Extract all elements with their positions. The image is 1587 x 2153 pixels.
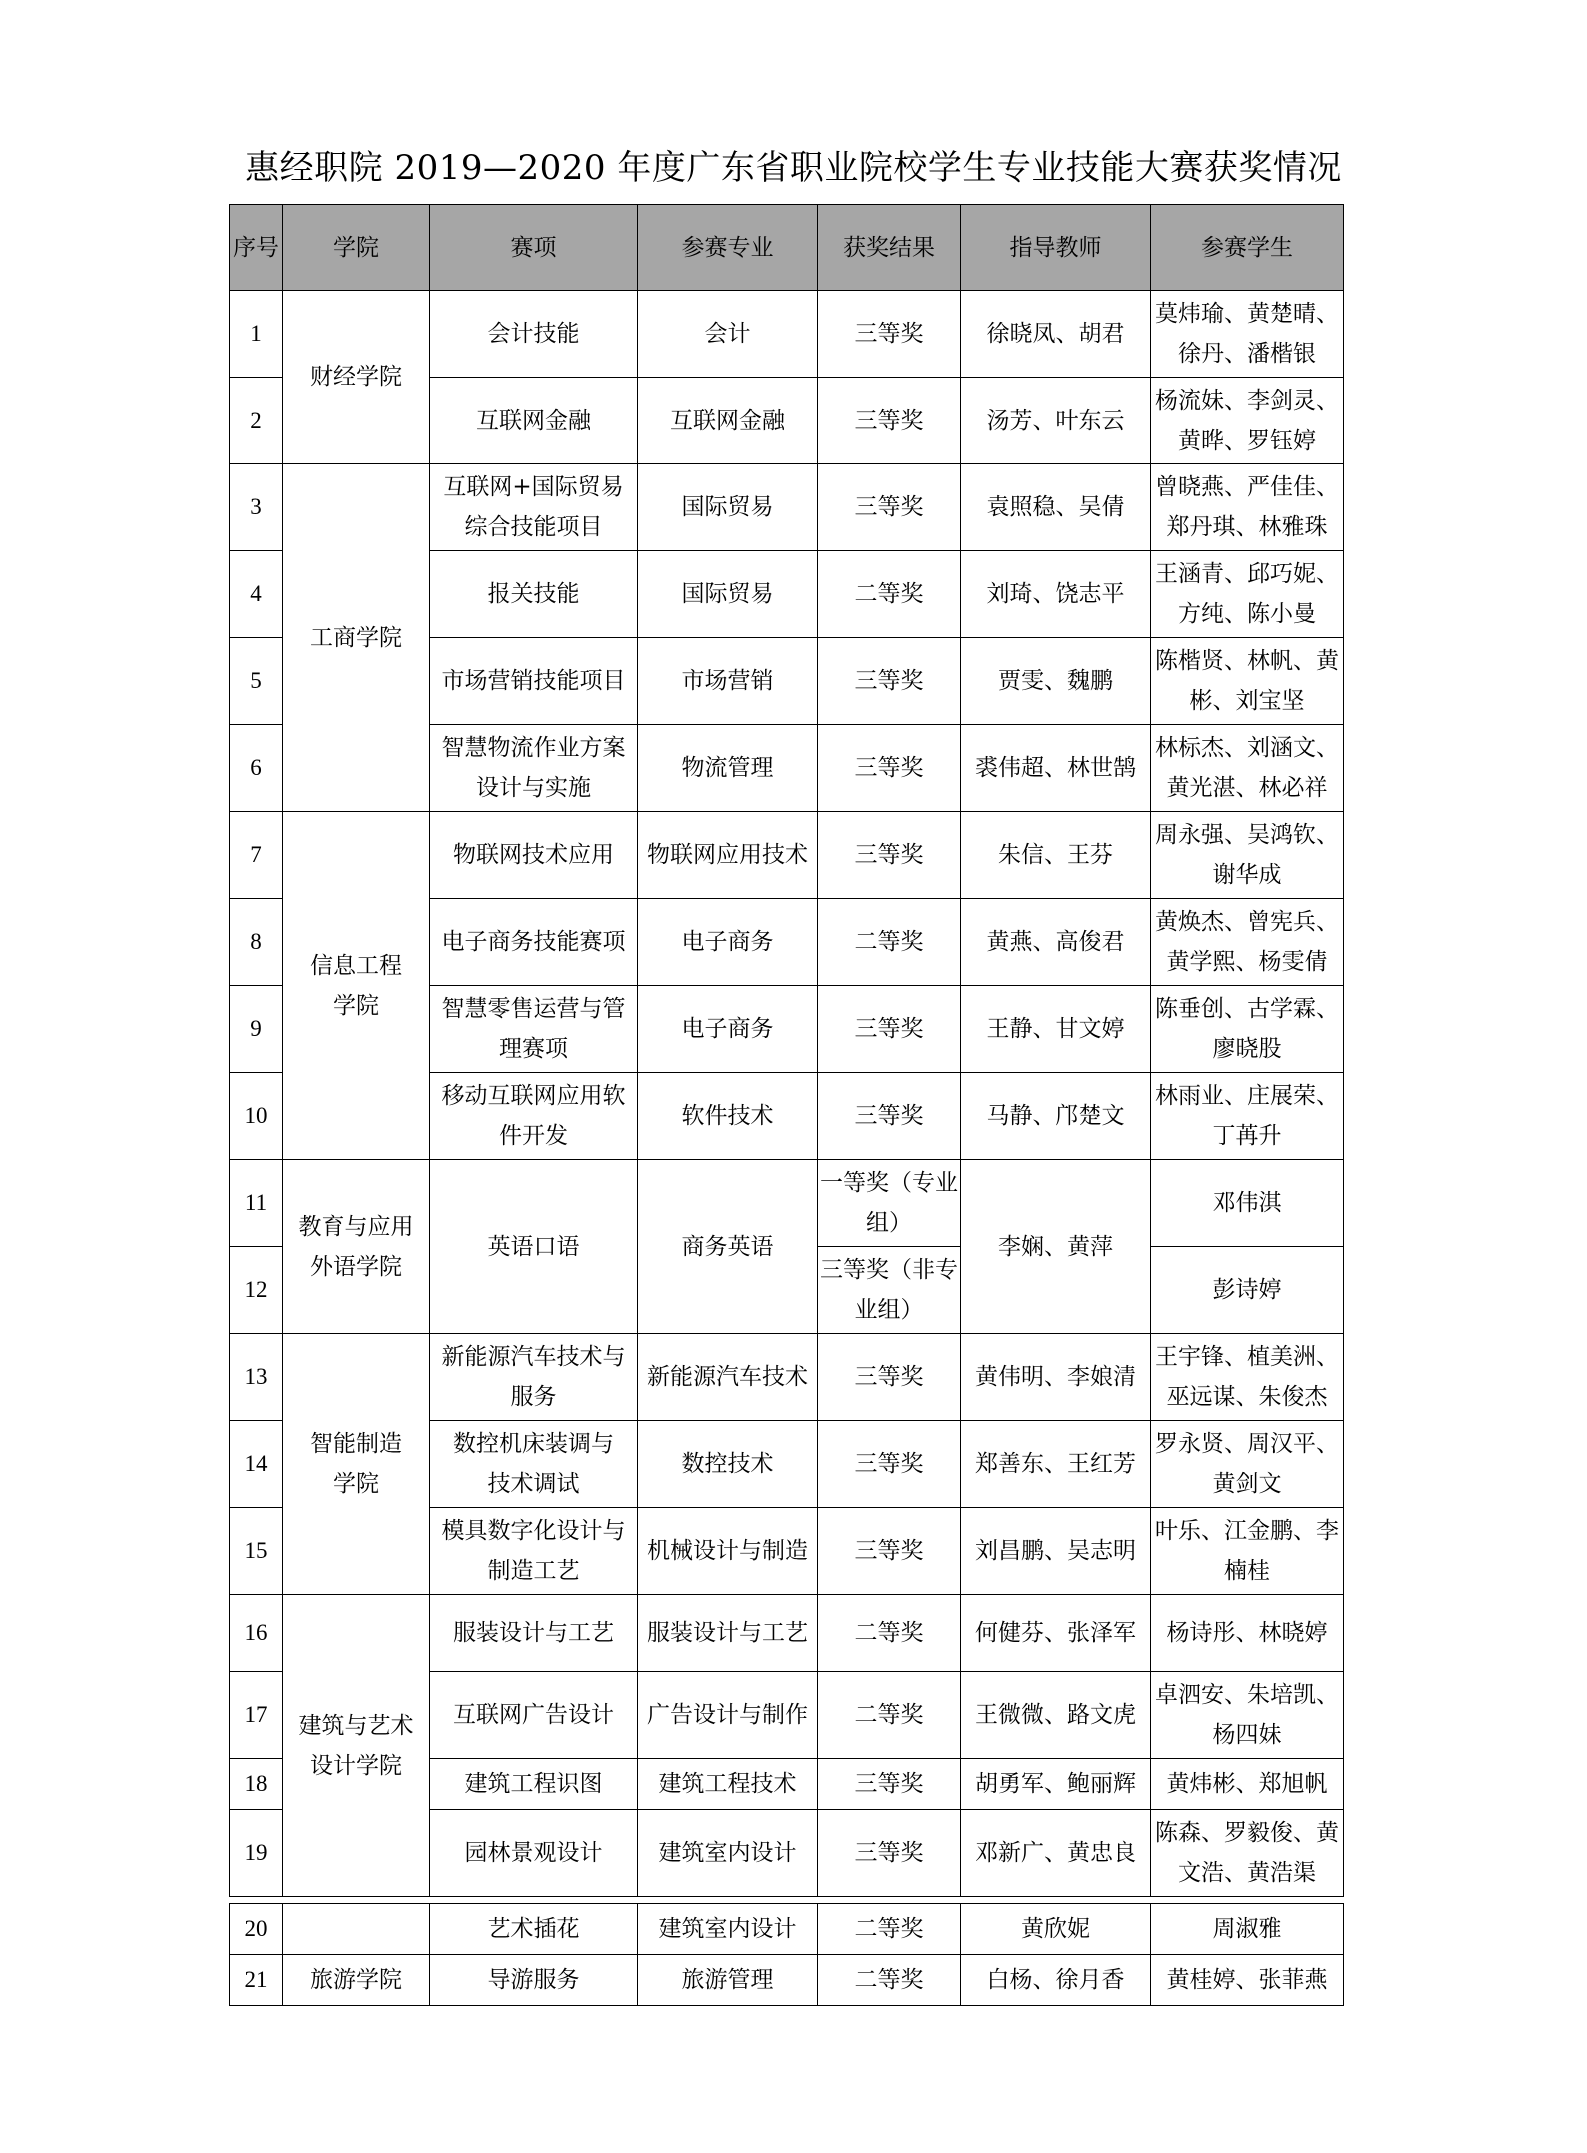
students-cell: 莫炜瑜、黄楚晴、徐丹、潘楷银 — [1151, 291, 1344, 378]
major-cell: 建筑室内设计 — [638, 1904, 818, 1955]
row-number: 13 — [230, 1334, 283, 1421]
result-cell: 三等奖 — [818, 812, 961, 899]
major-cell: 物联网应用技术 — [638, 812, 818, 899]
major-cell: 会计 — [638, 291, 818, 378]
result-cell: 二等奖 — [818, 1672, 961, 1759]
students-cell: 曾晓燕、严佳佳、郑丹琪、林雅珠 — [1151, 464, 1344, 551]
students-cell: 陈垂创、古学霖、廖晓股 — [1151, 986, 1344, 1073]
result-cell: 三等奖 — [818, 291, 961, 378]
college-cell: 建筑与艺术设计学院 — [283, 1595, 430, 1897]
major-cell: 数控技术 — [638, 1421, 818, 1508]
row-number: 2 — [230, 378, 283, 464]
major-cell: 国际贸易 — [638, 464, 818, 551]
event-cell: 服装设计与工艺 — [430, 1595, 638, 1672]
row-number: 11 — [230, 1160, 283, 1247]
major-cell: 电子商务 — [638, 899, 818, 986]
students-cell: 王涵青、邱巧妮、方纯、陈小曼 — [1151, 551, 1344, 638]
major-cell: 机械设计与制造 — [638, 1508, 818, 1595]
college-cell: 智能制造学院 — [283, 1334, 430, 1595]
students-cell: 卓泗安、朱培凯、杨四妹 — [1151, 1672, 1344, 1759]
result-cell: 三等奖 — [818, 725, 961, 812]
major-cell: 软件技术 — [638, 1073, 818, 1160]
table-row — [230, 812, 1344, 899]
result-cell: 三等奖 — [818, 1334, 961, 1421]
row-number: 15 — [230, 1508, 283, 1595]
teachers-cell: 朱信、王芬 — [961, 812, 1151, 899]
event-cell: 导游服务 — [430, 1955, 638, 2006]
teachers-cell: 白杨、徐月香 — [961, 1955, 1151, 2006]
event-cell: 物联网技术应用 — [430, 812, 638, 899]
major-cell: 建筑工程技术 — [638, 1759, 818, 1810]
result-cell: 三等奖 — [818, 986, 961, 1073]
event-cell: 新能源汽车技术与服务 — [430, 1334, 638, 1421]
major-cell: 商务英语 — [638, 1160, 818, 1334]
table-row — [230, 1160, 1344, 1247]
header-cell: 序号 — [230, 205, 283, 291]
teachers-cell: 黄伟明、李娘清 — [961, 1334, 1151, 1421]
teachers-cell: 李娴、黄萍 — [961, 1160, 1151, 1334]
table-row — [230, 291, 1344, 378]
result-cell: 三等奖 — [818, 1508, 961, 1595]
event-cell: 智慧零售运营与管理赛项 — [430, 986, 638, 1073]
result-cell: 二等奖 — [818, 1904, 961, 1955]
row-number: 5 — [230, 638, 283, 725]
major-cell: 新能源汽车技术 — [638, 1334, 818, 1421]
row-number: 12 — [230, 1247, 283, 1334]
result-cell: 三等奖 — [818, 1073, 961, 1160]
students-cell: 彭诗婷 — [1151, 1247, 1344, 1334]
header-cell: 参赛学生 — [1151, 205, 1344, 291]
event-cell: 会计技能 — [430, 291, 638, 378]
result-cell: 三等奖 — [818, 638, 961, 725]
row-number: 18 — [230, 1759, 283, 1810]
row-number: 6 — [230, 725, 283, 812]
students-cell: 周淑雅 — [1151, 1904, 1344, 1955]
event-cell: 建筑工程识图 — [430, 1759, 638, 1810]
result-cell: 三等奖 — [818, 378, 961, 464]
teachers-cell: 刘琦、饶志平 — [961, 551, 1151, 638]
college-cell: 教育与应用外语学院 — [283, 1160, 430, 1334]
major-cell: 旅游管理 — [638, 1955, 818, 2006]
students-cell: 杨流妹、李剑灵、黄晔、罗钰婷 — [1151, 378, 1344, 464]
table-gap — [230, 1897, 1344, 1904]
table-row — [230, 1904, 1344, 1955]
event-cell: 互联网金融 — [430, 378, 638, 464]
event-cell: 互联网+国际贸易综合技能项目 — [430, 464, 638, 551]
teachers-cell: 黄欣妮 — [961, 1904, 1151, 1955]
result-cell: 二等奖 — [818, 551, 961, 638]
students-cell: 林雨业、庄展荣、丁苒升 — [1151, 1073, 1344, 1160]
students-cell: 叶乐、江金鹏、李楠桂 — [1151, 1508, 1344, 1595]
major-cell: 物流管理 — [638, 725, 818, 812]
teachers-cell: 王微微、路文虎 — [961, 1672, 1151, 1759]
major-cell: 互联网金融 — [638, 378, 818, 464]
header-cell: 学院 — [283, 205, 430, 291]
teachers-cell: 徐晓凤、胡君 — [961, 291, 1151, 378]
event-cell: 艺术插花 — [430, 1904, 638, 1955]
students-cell: 黄桂婷、张菲燕 — [1151, 1955, 1344, 2006]
students-cell: 陈森、罗毅俊、黄文浩、黄浩渠 — [1151, 1810, 1344, 1897]
result-cell: 三等奖 — [818, 1810, 961, 1897]
teachers-cell: 汤芳、叶东云 — [961, 378, 1151, 464]
students-cell: 林标杰、刘涵文、黄光湛、林必祥 — [1151, 725, 1344, 812]
row-number: 19 — [230, 1810, 283, 1897]
event-cell: 报关技能 — [430, 551, 638, 638]
result-cell: 一等奖（专业组） — [818, 1160, 961, 1247]
major-cell: 广告设计与制作 — [638, 1672, 818, 1759]
row-number: 3 — [230, 464, 283, 551]
row-number: 7 — [230, 812, 283, 899]
college-cell: 信息工程学院 — [283, 812, 430, 1160]
table-row — [230, 1334, 1344, 1421]
college-cell: 旅游学院 — [283, 1955, 430, 2006]
header-cell: 获奖结果 — [818, 205, 961, 291]
major-cell: 电子商务 — [638, 986, 818, 1073]
header-cell: 参赛专业 — [638, 205, 818, 291]
event-cell: 英语口语 — [430, 1160, 638, 1334]
result-cell: 三等奖 — [818, 1421, 961, 1508]
row-number: 9 — [230, 986, 283, 1073]
result-cell: 三等奖 — [818, 464, 961, 551]
header-cell: 指导教师 — [961, 205, 1151, 291]
awards-table — [229, 204, 1344, 2006]
table-row — [230, 464, 1344, 551]
event-cell: 智慧物流作业方案设计与实施 — [430, 725, 638, 812]
event-cell: 模具数字化设计与制造工艺 — [430, 1508, 638, 1595]
event-cell: 移动互联网应用软件开发 — [430, 1073, 638, 1160]
students-cell: 杨诗彤、林晓婷 — [1151, 1595, 1344, 1672]
teachers-cell: 胡勇军、鲍丽辉 — [961, 1759, 1151, 1810]
students-cell: 黄焕杰、曾宪兵、黄学熙、杨雯倩 — [1151, 899, 1344, 986]
page-title: 惠经职院 2019—2020 年度广东省职业院校学生专业技能大赛获奖情况 — [245, 148, 1342, 188]
teachers-cell: 裘伟超、林世鹄 — [961, 725, 1151, 812]
event-cell: 园林景观设计 — [430, 1810, 638, 1897]
header-row — [230, 205, 1344, 291]
result-cell: 二等奖 — [818, 1955, 961, 2006]
college-cell: 财经学院 — [283, 291, 430, 464]
event-cell: 数控机床装调与技术调试 — [430, 1421, 638, 1508]
row-number: 17 — [230, 1672, 283, 1759]
result-cell: 三等奖 — [818, 1759, 961, 1810]
major-cell: 建筑室内设计 — [638, 1810, 818, 1897]
students-cell: 邓伟淇 — [1151, 1160, 1344, 1247]
event-cell: 互联网广告设计 — [430, 1672, 638, 1759]
event-cell: 电子商务技能赛项 — [430, 899, 638, 986]
row-number: 8 — [230, 899, 283, 986]
row-number: 14 — [230, 1421, 283, 1508]
college-cell — [283, 1904, 430, 1955]
table-row — [230, 1955, 1344, 2006]
major-cell: 市场营销 — [638, 638, 818, 725]
teachers-cell: 马静、邝楚文 — [961, 1073, 1151, 1160]
teachers-cell: 郑善东、王红芳 — [961, 1421, 1151, 1508]
result-cell: 三等奖（非专业组） — [818, 1247, 961, 1334]
students-cell: 王宇锋、植美洲、巫远谋、朱俊杰 — [1151, 1334, 1344, 1421]
row-number: 16 — [230, 1595, 283, 1672]
header-cell: 赛项 — [430, 205, 638, 291]
result-cell: 二等奖 — [818, 1595, 961, 1672]
table-row — [230, 1595, 1344, 1672]
teachers-cell: 黄燕、高俊君 — [961, 899, 1151, 986]
college-cell: 工商学院 — [283, 464, 430, 812]
event-cell: 市场营销技能项目 — [430, 638, 638, 725]
teachers-cell: 何健芬、张泽军 — [961, 1595, 1151, 1672]
row-number: 10 — [230, 1073, 283, 1160]
students-cell: 罗永贤、周汉平、黄剑文 — [1151, 1421, 1344, 1508]
major-cell: 国际贸易 — [638, 551, 818, 638]
students-cell: 陈楷贤、林帆、黄彬、刘宝坚 — [1151, 638, 1344, 725]
students-cell: 黄炜彬、郑旭帆 — [1151, 1759, 1344, 1810]
teachers-cell: 王静、甘文婷 — [961, 986, 1151, 1073]
row-number: 1 — [230, 291, 283, 378]
major-cell: 服装设计与工艺 — [638, 1595, 818, 1672]
teachers-cell: 刘昌鹏、吴志明 — [961, 1508, 1151, 1595]
teachers-cell: 贾雯、魏鹏 — [961, 638, 1151, 725]
teachers-cell: 邓新广、黄忠良 — [961, 1810, 1151, 1897]
row-number: 4 — [230, 551, 283, 638]
teachers-cell: 袁照稳、吴倩 — [961, 464, 1151, 551]
row-number: 21 — [230, 1955, 283, 2006]
students-cell: 周永强、吴鸿钦、谢华成 — [1151, 812, 1344, 899]
result-cell: 二等奖 — [818, 899, 961, 986]
row-number: 20 — [230, 1904, 283, 1955]
